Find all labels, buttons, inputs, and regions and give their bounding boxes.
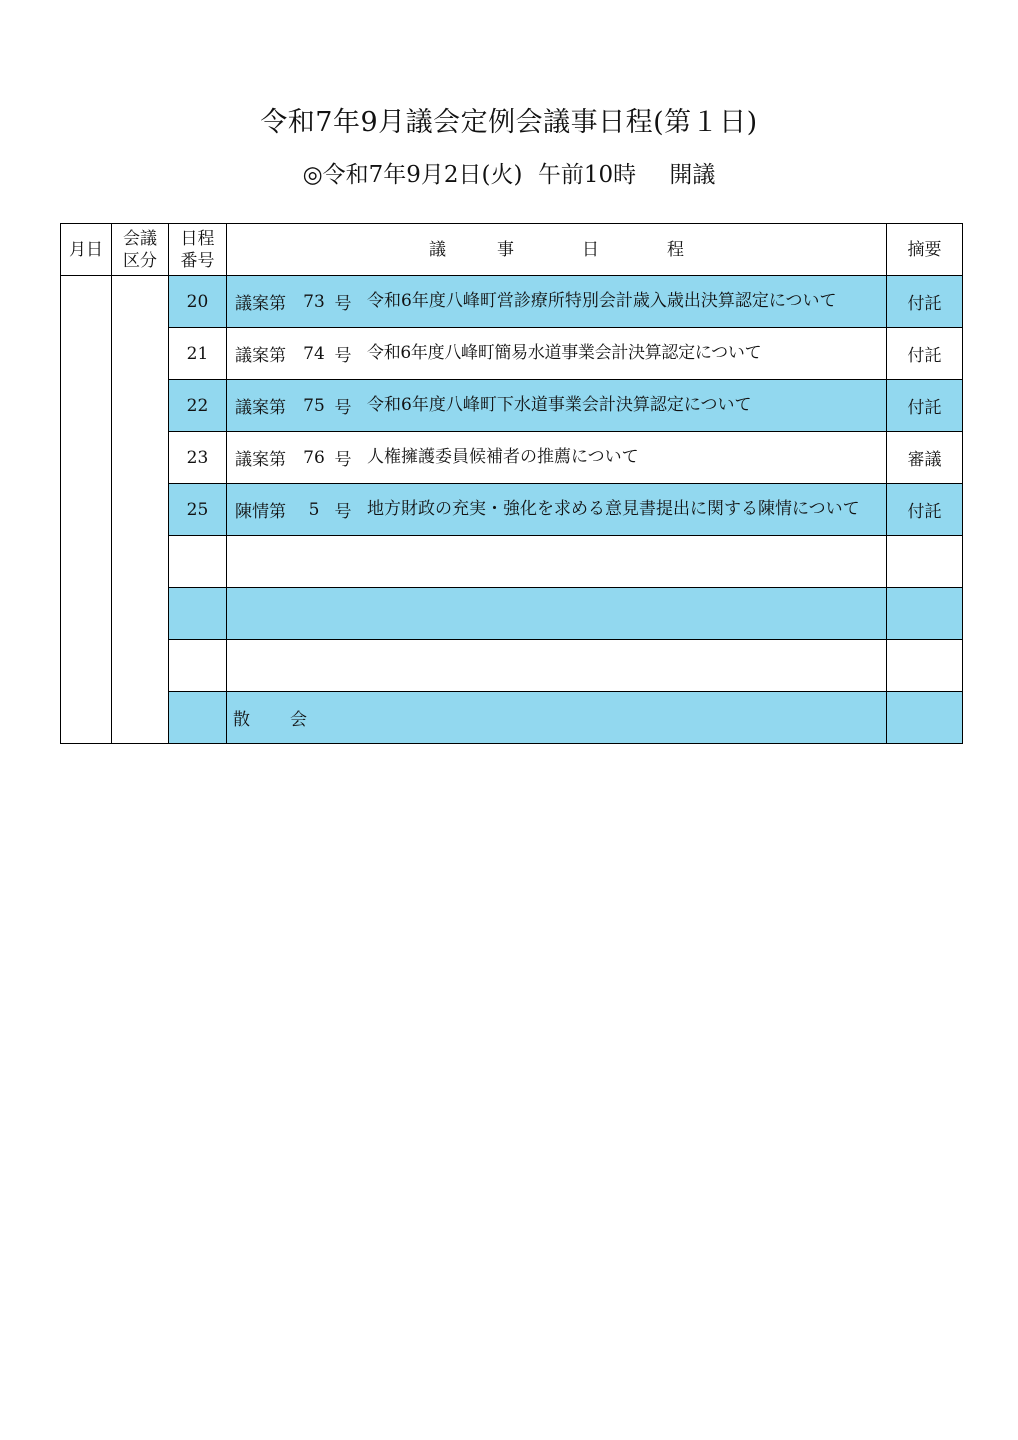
row-agenda bbox=[227, 328, 887, 380]
row-number: 25 bbox=[169, 484, 227, 536]
page-title: 令和7年9月議会定例会議事日程(第１日) bbox=[260, 107, 758, 138]
table-row-empty bbox=[61, 588, 963, 640]
row-gou: 号 bbox=[334, 294, 352, 314]
row-number bbox=[169, 640, 227, 692]
header-session bbox=[112, 224, 169, 276]
agenda-table bbox=[60, 223, 963, 744]
header-number bbox=[169, 224, 227, 276]
row-number: 20 bbox=[169, 276, 227, 328]
row-number: 22 bbox=[169, 380, 227, 432]
row-subject: 地方財政の充実・強化を求める意見書提出に関する陳情について bbox=[367, 499, 860, 519]
row-note: 付託 bbox=[887, 328, 963, 380]
row-bill-number: 5 bbox=[308, 499, 320, 520]
table-row bbox=[61, 432, 963, 484]
row-note: 付託 bbox=[887, 276, 963, 328]
row-gou: 号 bbox=[334, 346, 352, 366]
row-subject: 令和6年度八峰町簡易水道事業会計決算認定について bbox=[367, 343, 762, 363]
row-note: 審議 bbox=[887, 432, 963, 484]
header-note: 摘要 bbox=[887, 224, 963, 276]
row-agenda bbox=[227, 640, 887, 692]
date-cell bbox=[61, 276, 112, 744]
row-bill-number: 74 bbox=[303, 343, 325, 364]
row-agenda bbox=[227, 432, 887, 484]
table-header-row bbox=[61, 224, 963, 276]
row-subject: 人権擁護委員候補者の推薦について bbox=[367, 447, 639, 467]
row-number: 21 bbox=[169, 328, 227, 380]
row-note bbox=[887, 692, 963, 744]
row-agenda bbox=[227, 380, 887, 432]
row-agenda bbox=[227, 484, 887, 536]
header-date: 月日 bbox=[61, 224, 112, 276]
header-session-line1: 会議 bbox=[123, 228, 157, 249]
row-bill-number: 76 bbox=[303, 447, 325, 468]
table-row bbox=[61, 328, 963, 380]
row-kind: 議案第 bbox=[235, 398, 286, 418]
closing-row bbox=[61, 692, 963, 744]
session-info bbox=[0, 156, 1018, 189]
row-note bbox=[887, 588, 963, 640]
row-subject: 令和6年度八峰町営診療所特別会計歳入歳出決算認定について bbox=[367, 291, 837, 311]
closing-label: 散会 bbox=[227, 692, 887, 744]
session-status: 開議 bbox=[669, 162, 716, 188]
row-bill-number: 73 bbox=[303, 291, 325, 312]
row-kind: 議案第 bbox=[235, 450, 286, 470]
row-agenda bbox=[227, 536, 887, 588]
table-row bbox=[61, 484, 963, 536]
session-cell bbox=[112, 276, 169, 744]
row-kind: 議案第 bbox=[235, 294, 286, 314]
row-note bbox=[887, 536, 963, 588]
session-date: ◎令和7年9月2日(火) bbox=[302, 162, 523, 188]
table-row-empty bbox=[61, 640, 963, 692]
header-number-line2: 番号 bbox=[180, 250, 215, 271]
row-gou: 号 bbox=[334, 450, 352, 470]
row-gou: 号 bbox=[334, 398, 352, 418]
row-note bbox=[887, 640, 963, 692]
table-row-empty bbox=[61, 536, 963, 588]
row-note: 付託 bbox=[887, 484, 963, 536]
header-session-line2: 区分 bbox=[123, 250, 157, 271]
row-subject: 令和6年度八峰町下水道事業会計決算認定について bbox=[367, 395, 752, 415]
row-number bbox=[169, 588, 227, 640]
row-number: 23 bbox=[169, 432, 227, 484]
row-number bbox=[169, 536, 227, 588]
row-bill-number: 75 bbox=[303, 395, 325, 416]
row-kind: 議案第 bbox=[235, 346, 286, 366]
session-time: 午前10時 bbox=[537, 162, 637, 188]
row-agenda bbox=[227, 588, 887, 640]
table-row bbox=[61, 276, 963, 328]
table-row bbox=[61, 380, 963, 432]
header-agenda: 議 事 日 程 bbox=[227, 224, 887, 276]
row-kind: 陳情第 bbox=[235, 502, 286, 522]
row-gou: 号 bbox=[334, 502, 352, 522]
row-number bbox=[169, 692, 227, 744]
row-note: 付託 bbox=[887, 380, 963, 432]
row-agenda bbox=[227, 276, 887, 328]
header-number-line1: 日程 bbox=[180, 228, 215, 249]
